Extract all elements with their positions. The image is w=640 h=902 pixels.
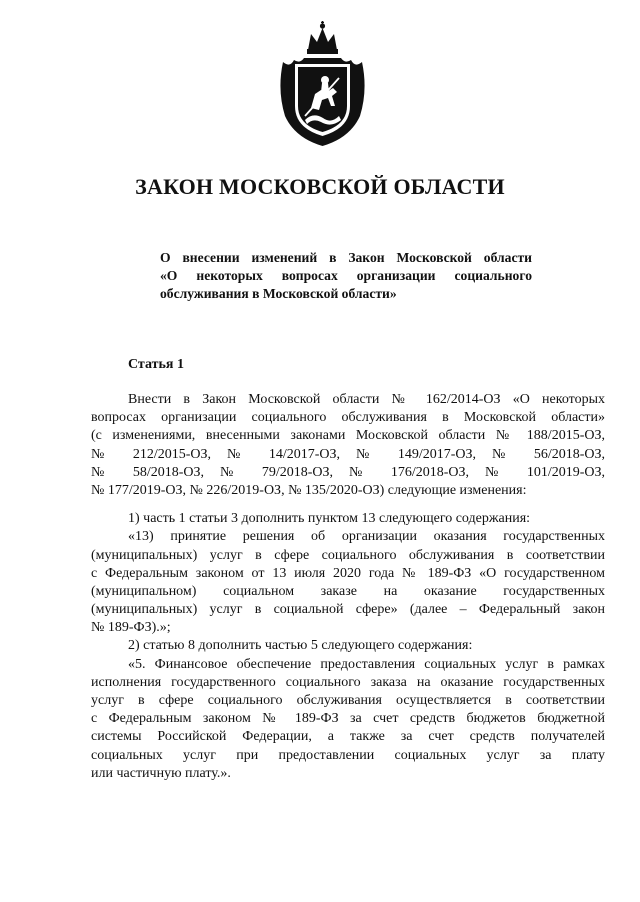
subtitle-line: «О некоторых вопросах организации социального [160, 268, 532, 283]
paragraph-line: с Федеральным законом № 189-ФЗ за счет средств бюджетов бюджетной [91, 711, 605, 727]
paragraph-line: (муниципальных) услуг в сфере социального обслуживания в соответствии [91, 547, 605, 563]
paragraph-line: исполнения государственного социального заказа на оказание государственных [91, 674, 605, 690]
paragraph-line: № 177/2019-ОЗ, № 226/2019-ОЗ, № 135/2020-ОЗ) следующие изменения: [91, 482, 527, 498]
subtitle-line: обслуживания в Московской области» [160, 286, 397, 301]
paragraph-line: «5. Финансовое обеспечение предоставления социальных услуг в рамках [128, 656, 605, 672]
paragraph-line: вопросах организации социального обслуживания в Московской области» [91, 410, 605, 426]
paragraph-line: (муниципальных) услуг в социальной сфере» (далее – Федеральный закон [91, 602, 605, 618]
article-heading: Статья 1 [128, 357, 184, 372]
paragraph-line: № 212/2015-ОЗ, № 14/2017-ОЗ, № 149/2017-ОЗ, № 56/2018-ОЗ, [91, 446, 605, 462]
paragraph-line: 1) часть 1 статьи 3 дополнить пунктом 13 следующего содержания: [128, 511, 531, 527]
paragraph-line: 2) статью 8 дополнить частью 5 следующего содержания: [128, 638, 473, 654]
paragraph-line: системы Российской Федерации, а также за счет средств получателей [91, 729, 605, 745]
paragraph-line: (муниципальном) социальном заказе на оказание государственных [91, 583, 605, 599]
paragraph-line: № 58/2018-ОЗ, № 79/2018-ОЗ, № 176/2018-ОЗ, № 101/2019-ОЗ, [91, 464, 605, 480]
subtitle-line: О внесении изменений в Закон Московской области [160, 250, 532, 265]
paragraph-line: услуг в сфере социального обслуживания осуществляется в соответствии [91, 693, 605, 708]
moscow-oblast-coat-of-arms-icon [275, 20, 370, 148]
paragraph-line: с Федеральным законом от 13 июля 2020 года № 189-ФЗ «О государственном [91, 565, 605, 581]
paragraph-line: Внести в Закон Московской области № 162/2014-ОЗ «О некоторых [128, 392, 605, 407]
paragraph-line: (с изменениями, внесенными законами Московской области № 188/2015-ОЗ, [91, 428, 605, 444]
paragraph-line: «13) принятие решения об организации оказания государственных [128, 529, 605, 545]
paragraph-line: социальных услуг при предоставлении социальных услуг за плату [91, 747, 605, 763]
paragraph-line: или частичную плату.». [91, 765, 231, 781]
law-subtitle [160, 249, 532, 303]
law-title: ЗАКОН МОСКОВСКОЙ ОБЛАСТИ [135, 174, 505, 199]
paragraph-line: № 189-ФЗ).»; [91, 620, 171, 636]
article-body [91, 391, 605, 783]
